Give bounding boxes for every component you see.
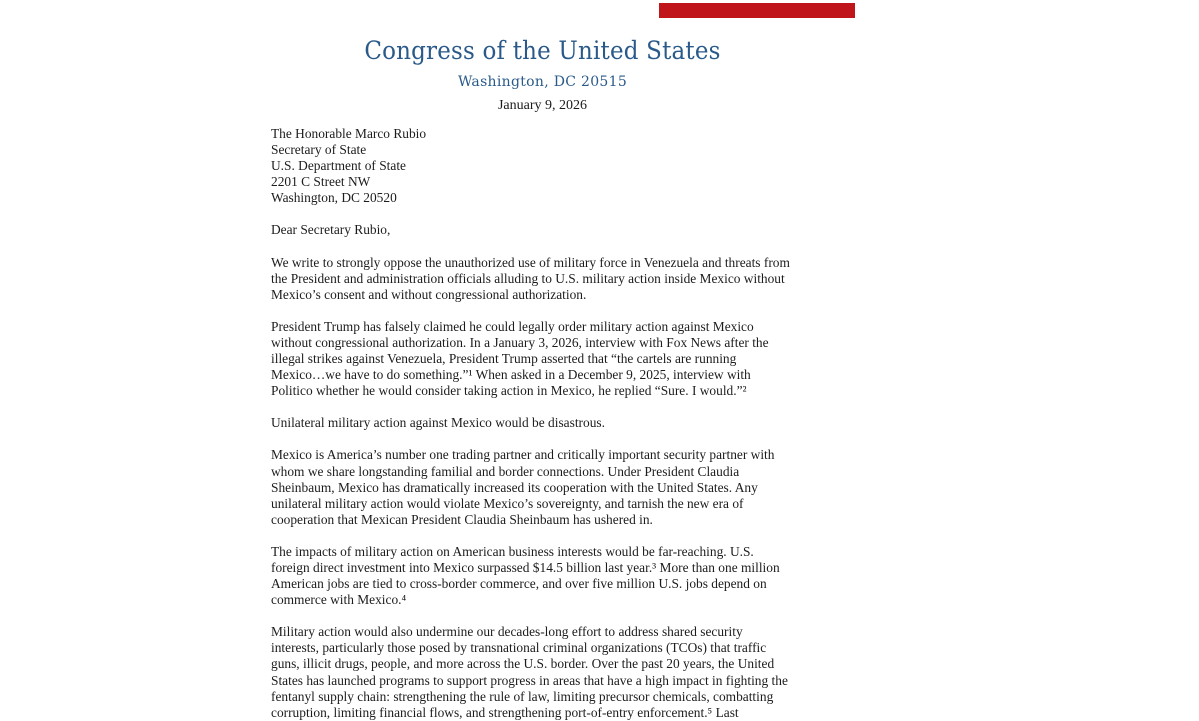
text-line: without congressional authorization. In a January 3, 2026, interview with Fox News after the	[271, 334, 769, 350]
paragraph-5	[271, 544, 816, 608]
address-line: U.S. Department of State	[271, 158, 406, 174]
letter-body	[271, 126, 816, 721]
text-line: Mexico’s consent and without congressional authorization.	[271, 286, 587, 302]
letterhead-title: Congress of the United States	[364, 36, 721, 65]
address-line: The Honorable Marco Rubio	[271, 126, 427, 141]
text-line: States has launched programs to support progress in areas that have a high impact in fighting the	[271, 672, 788, 688]
text-line: Military action would also undermine our decades-long effort to address shared security	[271, 624, 743, 640]
salutation: Dear Secretary Rubio,	[271, 222, 391, 238]
text-line: President Trump has falsely claimed he could legally order military action against Mexico	[271, 318, 754, 334]
text-line: foreign direct investment into Mexico surpassed $14.5 billion last year.³ More than one million	[271, 559, 780, 575]
text-line: the President and administration officials alluding to U.S. military action inside Mexico without	[271, 270, 785, 286]
paragraph-2	[271, 319, 816, 399]
paragraph-3	[271, 415, 816, 431]
text-line: commerce with Mexico.⁴	[271, 592, 407, 608]
paragraph-1	[271, 255, 816, 303]
text-line: Mexico is America’s number one trading partner and critically important security partner with	[271, 447, 775, 463]
paragraph-6	[271, 624, 816, 721]
text-line: Sheinbaum, Mexico has dramatically increased its cooperation with the United States. Any	[271, 479, 758, 495]
text-line: Politico whether he would consider taking action in Mexico, he replied “Sure. I would.”²	[271, 383, 747, 399]
text-line: fentanyl supply chain: strengthening the rule of law, limiting precursor chemicals, combatting	[271, 688, 774, 704]
recipient-address	[271, 126, 816, 206]
text-line: cooperation that Mexican President Claudia Sheinbaum has ushered in.	[271, 511, 653, 527]
address-line: Washington, DC 20520	[271, 190, 397, 206]
text-line: The impacts of military action on American business interests would be far-reaching. U.S.	[271, 543, 754, 559]
text-line: corruption, limiting financial flows, and strengthening port-of-entry enforcement.⁵ Last	[271, 704, 739, 720]
text-line: American jobs are tied to cross-border commerce, and over five million U.S. jobs depend on	[271, 576, 767, 592]
letterhead-city: Washington, DC 20515	[457, 74, 628, 90]
red-banner-bar	[659, 3, 855, 18]
text-line: Mexico…we have to do something.”¹ When asked in a December 9, 2025, interview with	[271, 367, 751, 383]
text-line: Unilateral military action against Mexico would be disastrous.	[271, 415, 605, 431]
address-line: Secretary of State	[271, 142, 367, 158]
address-line: 2201 C Street NW	[271, 174, 371, 190]
text-line: interests, particularly those posed by transnational criminal organizations (TCOs) that traffic	[271, 640, 767, 656]
text-line: illegal strikes against Venezuela, President Trump asserted that “the cartels are running	[271, 351, 737, 367]
letter-date: January 9, 2026	[497, 98, 588, 113]
text-line: unilateral military action would violate Mexico’s sovereignty, and tarnish the new era of	[271, 495, 744, 511]
paragraph-4	[271, 447, 816, 527]
text-line: We write to strongly oppose the unauthorized use of military force in Venezuela and threats from	[271, 254, 790, 270]
text-line: whom we share longstanding familial and border connections. Under President Claudia	[271, 463, 740, 479]
text-line: guns, illicit drugs, people, and more across the U.S. border. Over the past 20 years, the United	[271, 656, 775, 672]
